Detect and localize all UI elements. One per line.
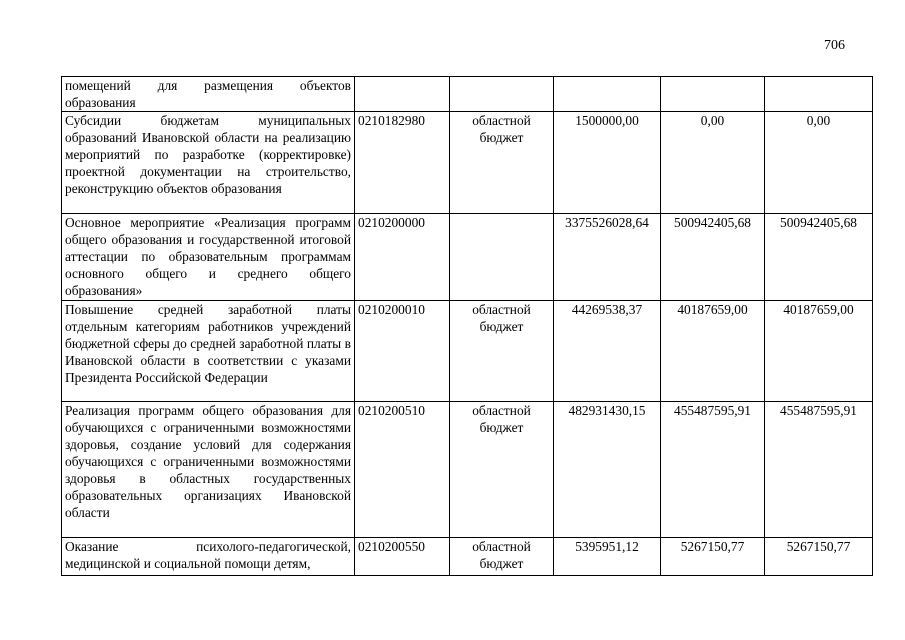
amount-cell-1: 5395951,12 xyxy=(554,538,661,576)
funding-source-cell: областной бюджет xyxy=(450,538,554,576)
table-row xyxy=(62,77,873,112)
amount-cell-2: 5267150,77 xyxy=(661,538,765,576)
amount-cell-3: 455487595,91 xyxy=(765,402,873,538)
amount-cell-3 xyxy=(765,77,873,112)
activity-name-cell: помещений для размещения объектов образования xyxy=(62,77,355,112)
amount-cell-3: 5267150,77 xyxy=(765,538,873,576)
budget-code-cell: 0210200510 xyxy=(355,402,450,538)
amount-cell-2: 0,00 xyxy=(661,112,765,214)
amount-cell-2: 500942405,68 xyxy=(661,214,765,301)
budget-code-cell: 0210200010 xyxy=(355,301,450,402)
table-row xyxy=(62,112,873,214)
activity-name-cell: Оказание психолого-педагогической, медицинской и социальной помощи детям, xyxy=(62,538,355,576)
activity-name-cell: Субсидии бюджетам муниципальных образований Ивановской области на реализацию мероприятий по разработке (корректировке) проектной документации на строительство, реконструкцию объектов образования xyxy=(62,112,355,214)
budget-table xyxy=(61,76,873,576)
funding-source-cell: областной бюджет xyxy=(450,112,554,214)
activity-name-cell: Реализация программ общего образования для обучающихся с ограниченными возможностями здоровья, создание условий для содержания обучающихся с ограниченными возможностями здоровья в областных государственных образовательных организациях Ивановской области xyxy=(62,402,355,538)
amount-cell-1: 482931430,15 xyxy=(554,402,661,538)
budget-code-cell: 0210182980 xyxy=(355,112,450,214)
amount-cell-1: 44269538,37 xyxy=(554,301,661,402)
budget-code-cell xyxy=(355,77,450,112)
amount-cell-1: 3375526028,64 xyxy=(554,214,661,301)
funding-source-cell xyxy=(450,77,554,112)
amount-cell-2: 455487595,91 xyxy=(661,402,765,538)
amount-cell-1: 1500000,00 xyxy=(554,112,661,214)
amount-cell-3: 40187659,00 xyxy=(765,301,873,402)
activity-name-cell: Повышение средней заработной платы отдельным категориям работников учреждений бюджетной сферы до средней заработной платы в Ивановской области в соответствии с указами Президента Российской Федерации xyxy=(62,301,355,402)
table-row xyxy=(62,538,873,576)
page-number: 706 xyxy=(824,38,845,53)
amount-cell-1 xyxy=(554,77,661,112)
funding-source-cell xyxy=(450,214,554,301)
table-row xyxy=(62,214,873,301)
funding-source-cell: областной бюджет xyxy=(450,402,554,538)
table-row xyxy=(62,402,873,538)
activity-name-cell: Основное мероприятие «Реализация программ общего образования и государственной итоговой аттестации по образовательным программам основного общего и среднего общего образования» xyxy=(62,214,355,301)
amount-cell-3: 500942405,68 xyxy=(765,214,873,301)
amount-cell-2 xyxy=(661,77,765,112)
amount-cell-2: 40187659,00 xyxy=(661,301,765,402)
budget-code-cell: 0210200550 xyxy=(355,538,450,576)
amount-cell-3: 0,00 xyxy=(765,112,873,214)
table-row xyxy=(62,301,873,402)
funding-source-cell: областной бюджет xyxy=(450,301,554,402)
budget-code-cell: 0210200000 xyxy=(355,214,450,301)
